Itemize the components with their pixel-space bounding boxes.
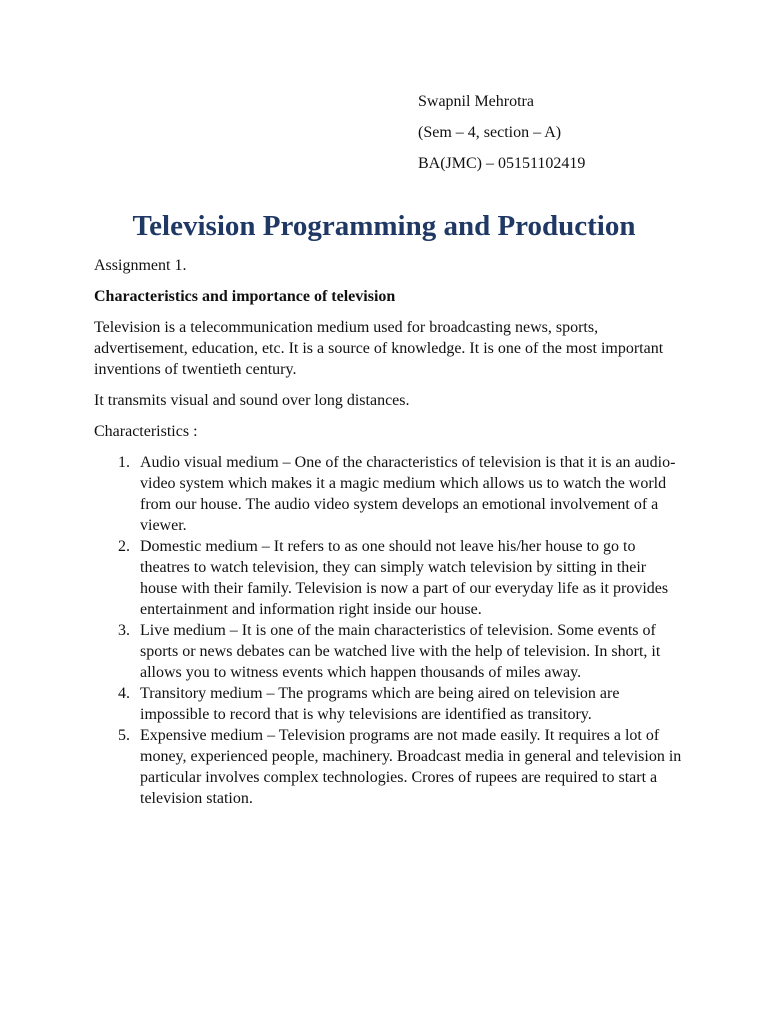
list-item-number: 4. <box>118 685 130 702</box>
list-item-number: 3. <box>118 622 130 639</box>
list-item <box>94 725 684 809</box>
list-item-text: Audio visual medium – One of the characteristics of television is that it is an audio-video system which makes it a magic medium which allows us to watch the world from our house. The audio video system develops an emotional involvement of a viewer. <box>140 454 676 534</box>
list-item-text: Expensive medium – Television programs are not made easily. It requires a lot of money, experienced people, machinery. Broadcast media in general and television in particular involves complex technologies. Crores of rupees are required to start a television station. <box>140 727 682 807</box>
list-item <box>94 536 684 620</box>
characteristics-list <box>94 452 684 809</box>
document-title: Television Programming and Production <box>132 210 636 242</box>
author-semester: (Sem – 4, section – A) <box>418 124 562 141</box>
list-item <box>94 683 684 725</box>
list-item-number: 1. <box>118 454 130 471</box>
list-item-text: Domestic medium – It refers to as one should not leave his/her house to go to theatres to watch television, they can simply watch television by sitting in their house with their family. Television is now a part of our everyday life as it provides entertainment and information right inside our house. <box>140 538 669 618</box>
document-body <box>94 255 684 809</box>
intro-paragraph: Television is a telecommunication medium used for broadcasting news, sports, advertisement, education, etc. It is a source of knowledge. It is one of the most important inventions of twentieth century. <box>94 319 664 378</box>
section-heading: Characteristics and importance of television <box>94 288 396 305</box>
author-block <box>418 86 585 179</box>
list-heading: Characteristics : <box>94 423 198 440</box>
list-item <box>94 452 684 536</box>
list-item-number: 5. <box>118 727 130 744</box>
author-name: Swapnil Mehrotra <box>418 93 534 110</box>
author-roll-number: BA(JMC) – 05151102419 <box>418 155 586 172</box>
list-item-text: Live medium – It is one of the main characteristics of television. Some events of sports or news debates can be watched live with the help of television. In short, it allows you to witness events which happen thousands of miles away. <box>140 622 661 681</box>
transmission-paragraph: It transmits visual and sound over long distances. <box>94 392 410 409</box>
assignment-label: Assignment 1. <box>94 257 187 274</box>
list-item-number: 2. <box>118 538 130 555</box>
list-item-text: Transitory medium – The programs which are being aired on television are impossible to record that is why televisions are identified as transitory. <box>140 685 620 723</box>
list-item <box>94 620 684 683</box>
